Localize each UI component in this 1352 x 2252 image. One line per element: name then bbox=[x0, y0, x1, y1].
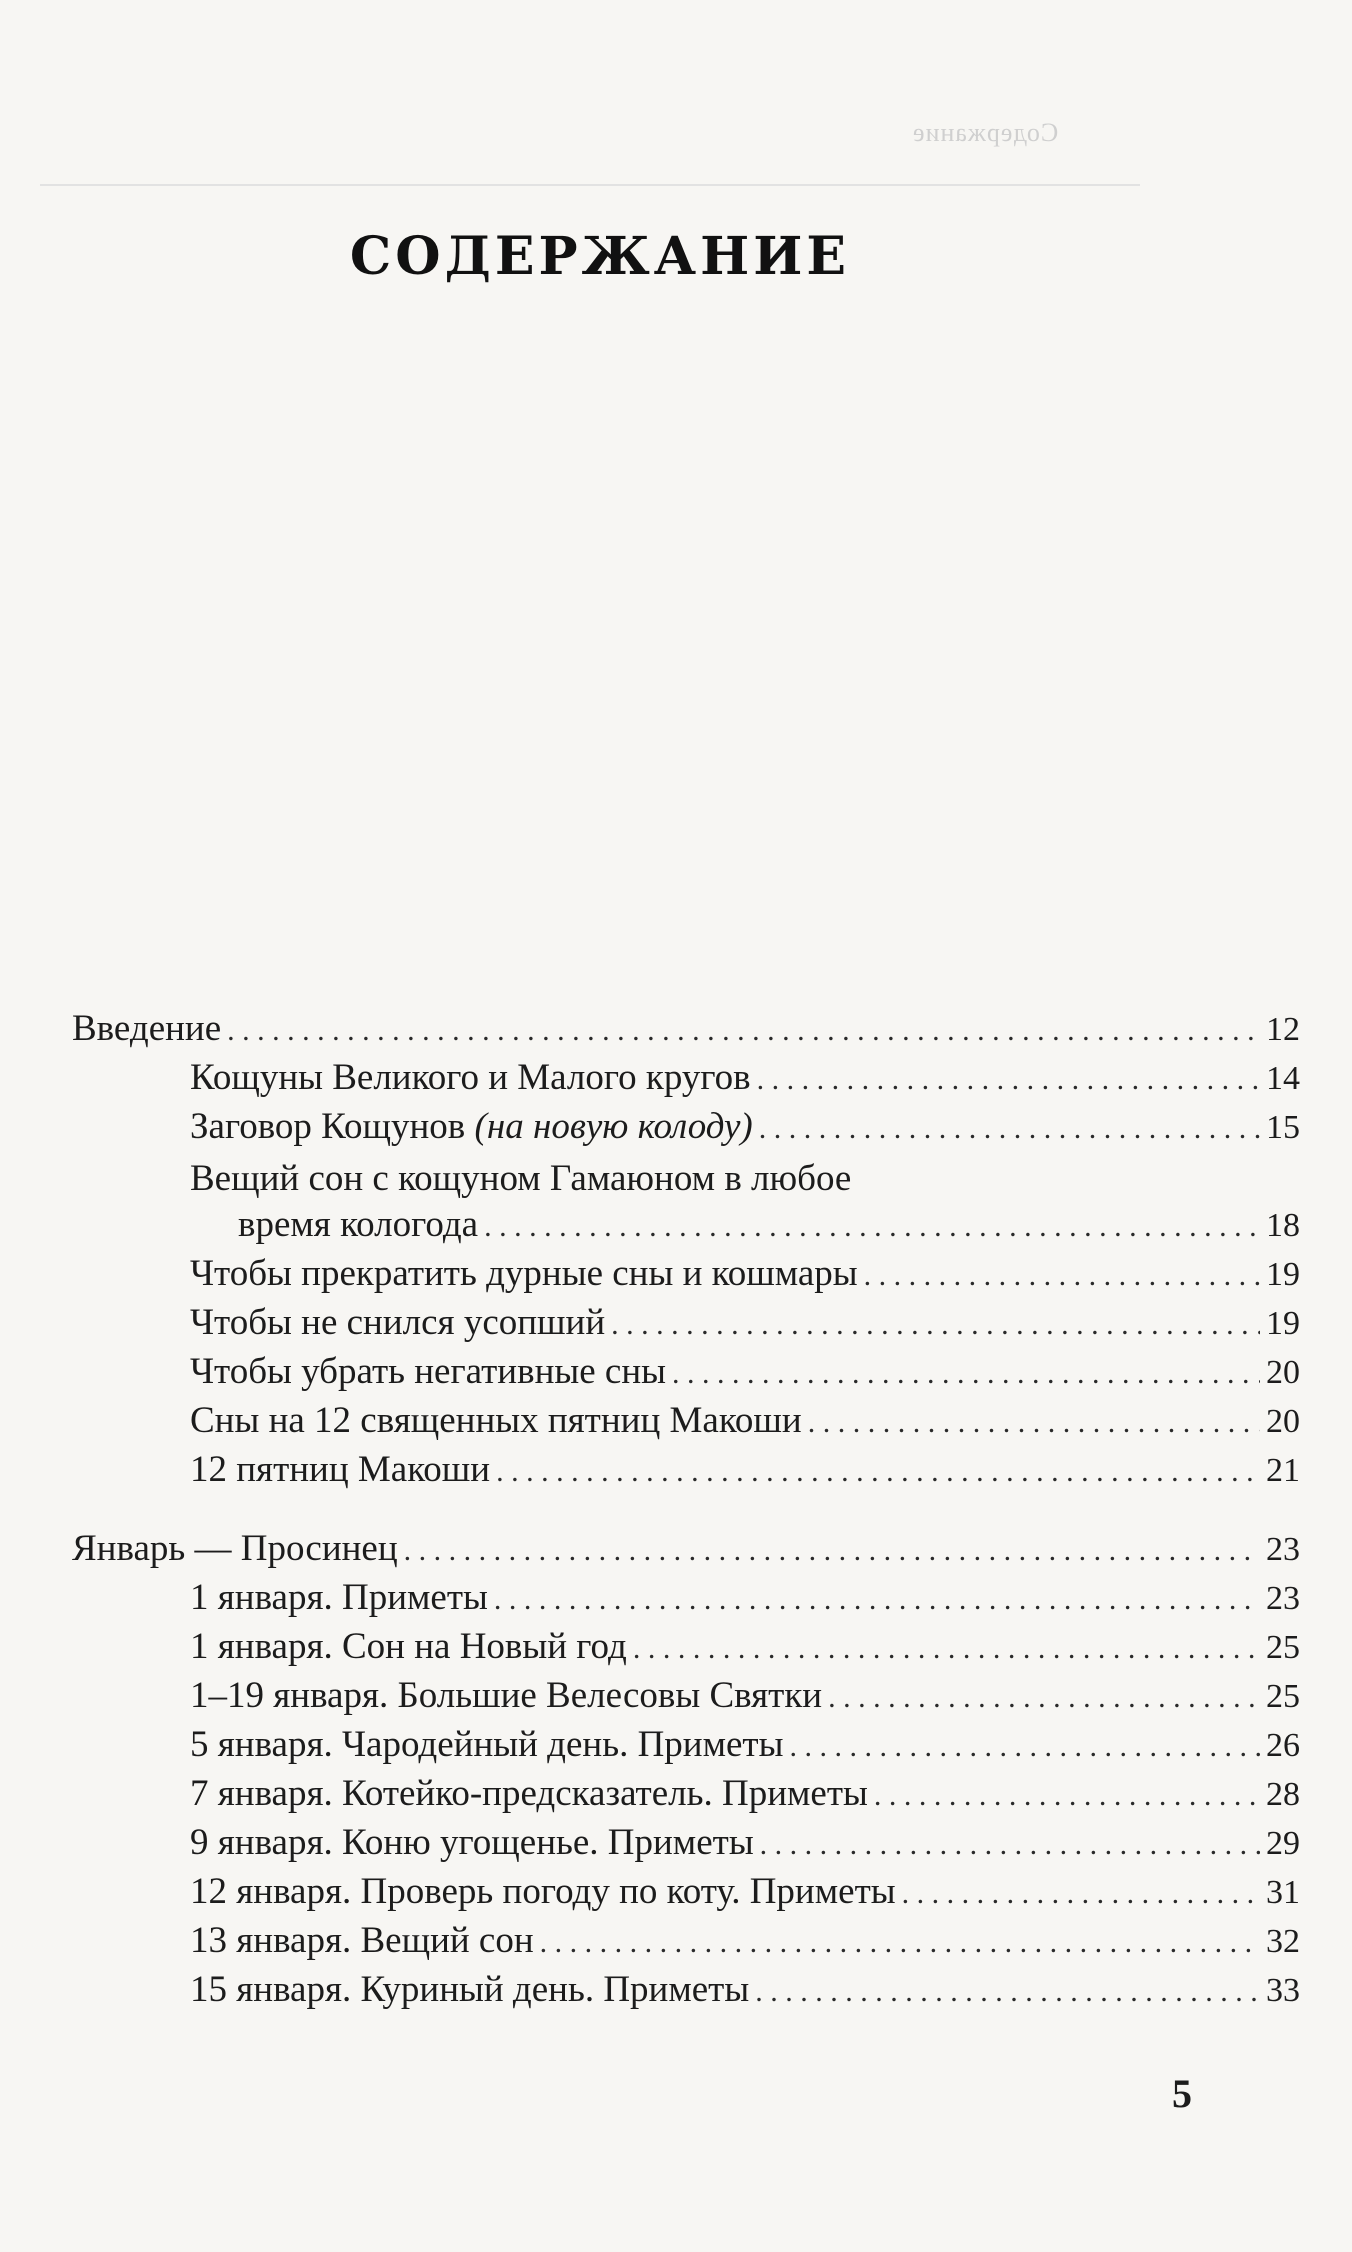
toc-entry[interactable] bbox=[190, 1579, 1300, 1616]
toc-entry-title: 1 января. Приметы bbox=[190, 1577, 488, 1618]
toc-entry[interactable] bbox=[190, 1677, 1300, 1714]
toc-page-number: 19 bbox=[1266, 1256, 1300, 1293]
dot-leader bbox=[633, 1628, 1260, 1665]
toc-entry[interactable] bbox=[190, 1108, 1300, 1145]
toc-entry-title: 12 января. Проверь погоду по коту. Приметы bbox=[190, 1871, 896, 1912]
toc-entry-introduction[interactable] bbox=[72, 1010, 1300, 1047]
toc-page-number: 15 bbox=[1266, 1109, 1300, 1146]
toc-entry-title: Чтобы не снился усопший bbox=[190, 1302, 606, 1343]
toc-entry[interactable] bbox=[190, 1824, 1300, 1861]
toc-entry-title-line1[interactable]: Вещий сон с кощуном Гамаюном в любое bbox=[190, 1158, 852, 1199]
dot-leader bbox=[672, 1353, 1260, 1390]
toc-entry[interactable] bbox=[190, 1775, 1300, 1812]
dot-leader bbox=[494, 1579, 1260, 1616]
toc-page-number: 29 bbox=[1266, 1825, 1300, 1862]
toc-page-number: 33 bbox=[1266, 1972, 1300, 2009]
toc-page-number: 25 bbox=[1266, 1678, 1300, 1715]
toc-entry[interactable] bbox=[190, 1402, 1300, 1439]
page-number: 5 bbox=[1172, 2071, 1192, 2116]
toc-page-number: 23 bbox=[1266, 1580, 1300, 1617]
toc-entry-title: 13 января. Вещий сон bbox=[190, 1920, 534, 1961]
toc-entry-title: 9 января. Коню угощенье. Приметы bbox=[190, 1822, 754, 1863]
toc-entry-title: Кощуны Великого и Малого кругов bbox=[190, 1057, 751, 1098]
toc-entry-title: Чтобы прекратить дурные сны и кошмары bbox=[190, 1253, 858, 1294]
toc-entry-title-text: Заговор Кощунов bbox=[190, 1106, 466, 1147]
toc-entry-title: 12 пятниц Макоши bbox=[190, 1449, 491, 1490]
toc-entry-title: Чтобы убрать негативные сны bbox=[190, 1351, 666, 1392]
toc-entry[interactable] bbox=[238, 1206, 1300, 1243]
toc-page-number: 20 bbox=[1266, 1354, 1300, 1391]
toc-page-number: 31 bbox=[1266, 1874, 1300, 1911]
toc-entry[interactable] bbox=[190, 1971, 1300, 2008]
toc-entry-title: 1 января. Сон на Новый год bbox=[190, 1626, 627, 1667]
dot-leader bbox=[484, 1206, 1260, 1243]
running-head: Содержание bbox=[912, 118, 1059, 147]
dot-leader bbox=[864, 1255, 1260, 1292]
toc-entry[interactable] bbox=[190, 1628, 1300, 1665]
dot-leader bbox=[902, 1873, 1260, 1910]
toc-entry[interactable] bbox=[190, 1922, 1300, 1959]
toc-page-number: 12 bbox=[1266, 1011, 1300, 1048]
toc-entry[interactable] bbox=[190, 1726, 1300, 1763]
toc-entry-title: Сны на 12 священных пятниц Макоши bbox=[190, 1400, 802, 1441]
page-title: СОДЕРЖАНИЕ bbox=[349, 226, 851, 287]
toc-entry-title: 5 января. Чародейный день. Приметы bbox=[190, 1724, 784, 1765]
toc-entry[interactable] bbox=[190, 1304, 1300, 1341]
toc-entry-title bbox=[190, 1108, 753, 1145]
toc-entry[interactable] bbox=[190, 1353, 1300, 1390]
dot-leader bbox=[404, 1530, 1260, 1567]
toc-page-number: 21 bbox=[1266, 1452, 1300, 1489]
toc-page-number: 28 bbox=[1266, 1776, 1300, 1813]
toc-page-number: 20 bbox=[1266, 1403, 1300, 1440]
dot-leader bbox=[496, 1451, 1260, 1488]
toc-entry[interactable] bbox=[190, 1255, 1300, 1292]
toc-entry[interactable] bbox=[190, 1873, 1300, 1910]
dot-leader bbox=[789, 1726, 1260, 1763]
toc-page-number: 25 bbox=[1266, 1629, 1300, 1666]
toc-entry-title: Январь — Просинец bbox=[72, 1528, 398, 1569]
toc-entry-title: 7 января. Котейко-предсказатель. Приметы bbox=[190, 1773, 868, 1814]
toc-page-number: 23 bbox=[1266, 1531, 1300, 1568]
dot-leader bbox=[540, 1922, 1260, 1959]
toc-entry[interactable] bbox=[190, 1451, 1300, 1488]
dot-leader bbox=[611, 1304, 1260, 1341]
toc-page-number: 32 bbox=[1266, 1923, 1300, 1960]
toc-page-number: 18 bbox=[1266, 1207, 1300, 1244]
toc-page-number: 14 bbox=[1266, 1060, 1300, 1097]
toc-entry-january[interactable] bbox=[72, 1530, 1300, 1567]
dot-leader bbox=[874, 1775, 1260, 1812]
dot-leader bbox=[828, 1677, 1260, 1714]
dot-leader bbox=[808, 1402, 1260, 1439]
toc-entry-title-italic: (на новую колоду) bbox=[474, 1106, 753, 1147]
dot-leader bbox=[755, 1971, 1260, 2008]
toc-entry-title: Введение bbox=[72, 1008, 222, 1049]
toc-entry-title: 1–19 января. Большие Велесовы Святки bbox=[190, 1675, 823, 1716]
toc-page-number: 26 bbox=[1266, 1727, 1300, 1764]
toc-entry-title: время кологода bbox=[238, 1204, 479, 1245]
dot-leader bbox=[760, 1824, 1260, 1861]
toc-entry-title: 15 января. Куриный день. Приметы bbox=[190, 1969, 750, 2010]
dot-leader bbox=[759, 1108, 1260, 1145]
toc-page-number: 19 bbox=[1266, 1305, 1300, 1342]
dot-leader bbox=[757, 1059, 1260, 1096]
toc-entry[interactable] bbox=[190, 1059, 1300, 1096]
dot-leader bbox=[227, 1010, 1260, 1047]
